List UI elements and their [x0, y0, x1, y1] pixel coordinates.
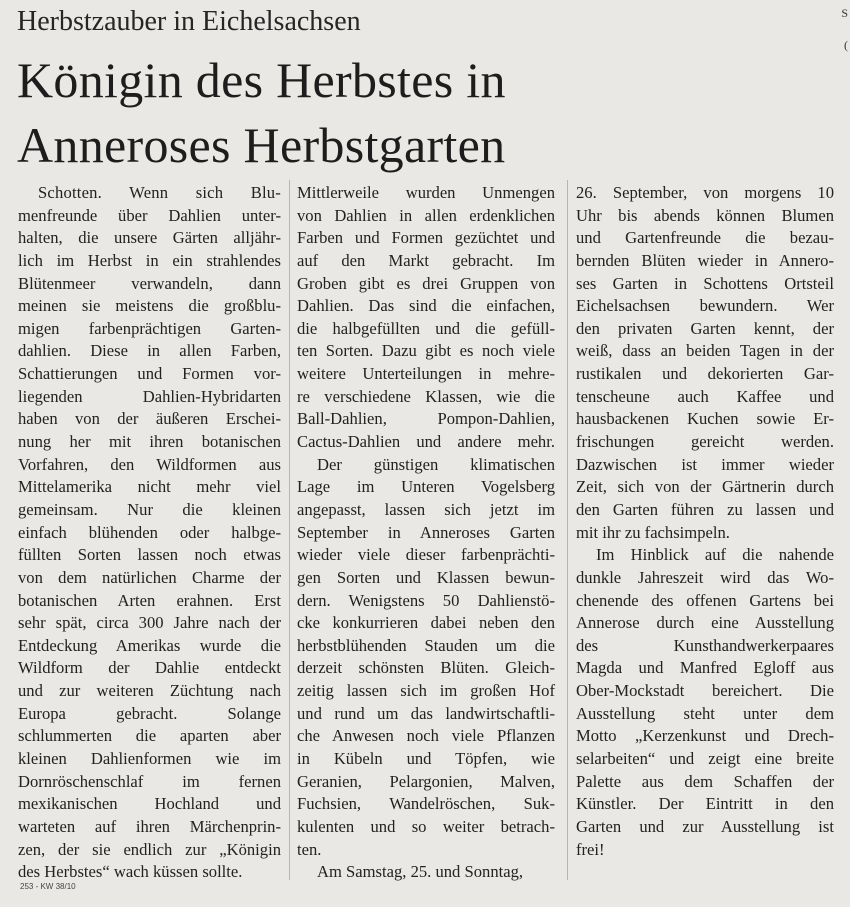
- text-line: Cactus-Dahlien und andere mehr.: [297, 432, 555, 452]
- text-line: weitere Unterteilungen in mehre-: [297, 364, 555, 384]
- text-line: Vorfahren, den Wildformen aus: [18, 454, 281, 474]
- text-line: Garten und zur Ausstellung ist: [576, 816, 834, 836]
- kicker-headline: Herbstzauber in Eichelsachsen: [17, 6, 361, 37]
- text-line: Ausstellung steht unter dem: [576, 703, 834, 723]
- text-line: 26. September, von morgens 10: [576, 183, 834, 202]
- text-line: gen Sorten und Klassen bewun-: [297, 567, 555, 587]
- text-line: ten Sorten. Dazu gibt es noch viele: [297, 341, 555, 361]
- article-column-3: [576, 182, 834, 861]
- text-line: Farben und Formen gezüchtet und: [297, 228, 555, 248]
- text-line: die halbgefüllten und die gefüll-: [297, 318, 555, 338]
- column-divider: [567, 180, 568, 880]
- text-line: Blütenmeer verwandeln, dann: [18, 273, 281, 293]
- text-line: derzeit schönsten Blüten. Gleich-: [297, 658, 555, 678]
- text-line: den privaten Garten kennt, der: [576, 318, 834, 338]
- text-line: in Kübeln und Töpfen, wie: [297, 749, 555, 769]
- text-line: chenende des offenen Gartens bei: [576, 590, 834, 610]
- text-line: Der günstigen klimatischen: [317, 454, 555, 474]
- text-line: Dornröschenschlaf im fernen: [18, 771, 281, 791]
- text-line: Zeit, sich von der Gärtnerin durch: [576, 477, 834, 497]
- text-line: September in Anneroses Garten: [297, 522, 555, 542]
- text-line: mit ihr zu fachsimpeln.: [576, 522, 730, 542]
- text-line: lich im Herbst in ein strahlendes: [18, 250, 281, 270]
- text-line: nung her mit ihren botanischen: [18, 432, 281, 452]
- text-line: und zur weiteren Züchtung nach: [18, 681, 281, 701]
- column-divider: [289, 180, 290, 880]
- text-line: herbstblühenden Stauden um die: [297, 635, 555, 655]
- text-line: Lage im Unteren Vogelsberg: [297, 477, 555, 497]
- text-line: ses Garten in Schottens Ortsteil: [576, 273, 834, 293]
- text-line: von Dahlien in allen erdenklichen: [297, 205, 555, 225]
- text-line: warteten auf ihren Märchenprin-: [18, 816, 281, 836]
- text-line: rustikalen und dekorierten Gar-: [576, 364, 834, 384]
- text-line: Wildform der Dahlie entdeckt: [18, 658, 281, 678]
- text-line: tenscheune auch Kaffee und: [576, 386, 834, 406]
- text-line: Schotten. Wenn sich Blu-: [38, 183, 281, 202]
- text-line: Palette aus dem Schaffen der: [576, 771, 834, 791]
- text-line: Europa gebracht. Solange: [18, 703, 281, 723]
- text-line: weiß, dass an beiden Tagen in der: [576, 341, 834, 361]
- text-line: Künstler. Der Eintritt in den: [576, 794, 834, 814]
- text-line: bernden Blüten wieder in Annero-: [576, 250, 834, 270]
- text-line: dern. Wenigstens 50 Dahlienstö-: [297, 590, 555, 610]
- text-line: Eichelsachsen bewundern. Wer: [576, 296, 834, 316]
- text-line: botanischen Arten erahnen. Erst: [18, 590, 281, 610]
- text-line: Fuchsien, Wandelröschen, Suk-: [297, 794, 555, 814]
- text-line: re verschiedene Klassen, wie die: [297, 386, 555, 406]
- text-line: zeitig lassen sich im großen Hof: [297, 681, 555, 701]
- text-line: haben von der äußeren Erschei-: [18, 409, 281, 429]
- text-line: sehr spät, circa 300 Jahre nach der: [18, 613, 281, 633]
- text-line: Ball-Dahlien, Pompon-Dahlien,: [297, 409, 555, 429]
- headline-line: Anneroses Herbstgarten: [17, 117, 506, 173]
- text-line: und Gartenfreunde die bezau-: [576, 228, 834, 248]
- text-line: angepasst, lassen sich jetzt im: [297, 499, 555, 519]
- text-line: Uhr bis abends können Blumen: [576, 205, 834, 225]
- text-line: Am Samstag, 25. und Sonntag,: [317, 862, 524, 882]
- text-line: migen farbenprächtigen Garten-: [18, 318, 281, 338]
- text-line: che Anwesen noch viele Pflanzen: [297, 726, 555, 746]
- text-line: kulenten und so weiter betrach-: [297, 816, 555, 836]
- text-line: Motto „Kerzenkunst und Drech-: [576, 726, 834, 746]
- text-line: kleinen Dahlienformen wie im: [18, 749, 281, 769]
- text-line: des Kunsthandwerkerpaares: [576, 635, 834, 655]
- text-line: Schattierungen und Formen vor-: [18, 364, 281, 384]
- text-line: Geranien, Pelargonien, Malven,: [297, 771, 555, 791]
- text-line: meinen sie meistens die großblu-: [18, 296, 281, 316]
- text-line: des Herbstes“ wach küssen sollte.: [18, 862, 243, 882]
- text-line: Dahlien. Das sind die einfachen,: [297, 296, 555, 316]
- text-line: wieder viele dieser farbenprächti-: [297, 545, 555, 565]
- text-line: Magda und Manfred Egloff aus: [576, 658, 834, 678]
- text-line: Entdeckung Amerikas wurde die: [18, 635, 281, 655]
- issue-code: 253 - KW 38/10: [20, 882, 76, 891]
- text-line: cke konkurrieren dabei neben den: [297, 613, 555, 633]
- text-line: Groben gibt es drei Gruppen von: [297, 273, 555, 293]
- headline-line: Königin des Herbstes in: [17, 52, 506, 108]
- text-line: auf den Markt gebracht. Im: [297, 250, 555, 270]
- text-line: menfreunde über Dahlien unter-: [18, 205, 281, 225]
- text-line: frischungen gereicht werden.: [576, 432, 834, 452]
- text-line: hausbackenen Kuchen sowie Er-: [576, 409, 834, 429]
- text-line: dunkle Jahreszeit wird das Wo-: [576, 567, 834, 587]
- edge-fragment: (: [844, 38, 848, 52]
- text-line: zen, der sie endlich zur „Königin: [18, 839, 281, 859]
- text-line: den Garten führen zu lassen und: [576, 499, 834, 519]
- text-line: Annerose durch eine Ausstellung: [576, 613, 834, 633]
- text-line: halten, die unsere Gärten alljähr-: [18, 228, 281, 248]
- text-line: frei!: [576, 839, 605, 859]
- text-line: einfach blühenden oder halbge-: [18, 522, 281, 542]
- article-headline: [17, 48, 837, 178]
- text-line: Mittlerweile wurden Unmengen: [297, 183, 555, 202]
- text-line: Dazwischen ist immer wieder: [576, 454, 834, 474]
- text-line: Ober-Mockstadt bereichert. Die: [576, 681, 834, 701]
- text-line: dahlien. Diese in allen Farben,: [18, 341, 281, 361]
- text-line: mexikanischen Hochland und: [18, 794, 281, 814]
- text-line: gemeinsam. Nur die kleinen: [18, 499, 281, 519]
- text-line: füllten Sorten lassen noch etwas: [18, 545, 281, 565]
- text-line: selarbeiten“ und zeigt eine breite: [576, 749, 834, 769]
- text-line: von dem natürlichen Charme der: [18, 567, 281, 587]
- text-line: und rund um das landwirtschaftli-: [297, 703, 555, 723]
- article-column-2: [297, 182, 555, 884]
- edge-fragment: S: [841, 6, 848, 20]
- text-line: Im Hinblick auf die nahende: [596, 545, 834, 565]
- text-line: ten.: [297, 839, 322, 859]
- text-line: Mittelamerika nicht mehr viel: [18, 477, 281, 497]
- text-line: liegenden Dahlien-Hybridarten: [18, 386, 281, 406]
- article-column-1: [18, 182, 281, 884]
- text-line: schlummerten die aparten aber: [18, 726, 281, 746]
